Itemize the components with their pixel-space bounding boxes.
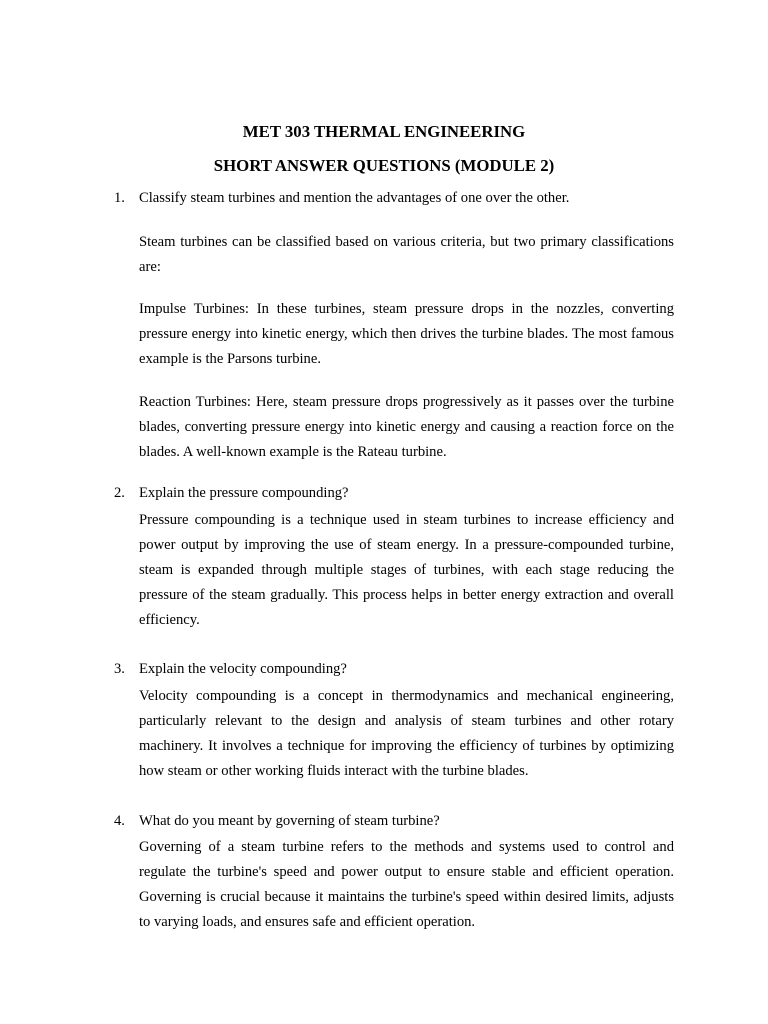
question-text: Classify steam turbines and mention the advantages of one over the other. bbox=[139, 190, 570, 206]
question-number: 2. bbox=[114, 485, 125, 501]
question-text: Explain the velocity compounding? bbox=[139, 661, 347, 677]
question-1 bbox=[114, 190, 674, 207]
question-number: 4. bbox=[114, 813, 125, 829]
document-title: MET 303 THERMAL ENGINEERING bbox=[242, 122, 526, 141]
answer-paragraph: Steam turbines can be classified based on various criteria, but two primary classifications are: bbox=[139, 234, 674, 275]
question-text: What do you meant by governing of steam turbine? bbox=[139, 813, 440, 829]
answer-paragraph: Velocity compounding is a concept in thermodynamics and mechanical engineering, particularly relevant to the design and analysis of steam turbines and other rotary machinery. It involves a technique for improving the efficiency of turbines by optimizing how steam or other working fluids interact with the turbine blades. bbox=[139, 688, 674, 779]
question-2 bbox=[114, 485, 674, 502]
answer-paragraph: Governing of a steam turbine refers to the methods and systems used to control and regulate the turbine's speed and power output to ensure stable and efficient operation. Governing is crucial because it maintains the turbine's speed within desired limits, adjusts to varying loads, and ensures safe and efficient operation. bbox=[139, 839, 674, 930]
question-4 bbox=[114, 813, 674, 830]
document-subtitle: SHORT ANSWER QUESTIONS (MODULE 2) bbox=[213, 156, 555, 175]
answer-paragraph: Pressure compounding is a technique used in steam turbines to increase efficiency and power output by improving the use of steam energy. In a pressure-compounded turbine, steam is expanded through multiple stages of turbines, with each stage reducing the pressure of the steam gradually. This process helps in better energy extraction and overall efficiency. bbox=[139, 512, 674, 628]
question-number: 1. bbox=[114, 190, 125, 206]
question-3 bbox=[114, 661, 674, 678]
answer-paragraph: Reaction Turbines: Here, steam pressure drops progressively as it passes over the turbine blades, converting pressure energy into kinetic energy and causing a reaction force on the blades. A well-known example is the Rateau turbine. bbox=[139, 394, 674, 460]
question-number: 3. bbox=[114, 661, 125, 677]
question-text: Explain the pressure compounding? bbox=[139, 485, 349, 501]
answer-paragraph: Impulse Turbines: In these turbines, steam pressure drops in the nozzles, converting pressure energy into kinetic energy, which then drives the turbine blades. The most famous example is the Parsons turbine. bbox=[139, 301, 674, 367]
